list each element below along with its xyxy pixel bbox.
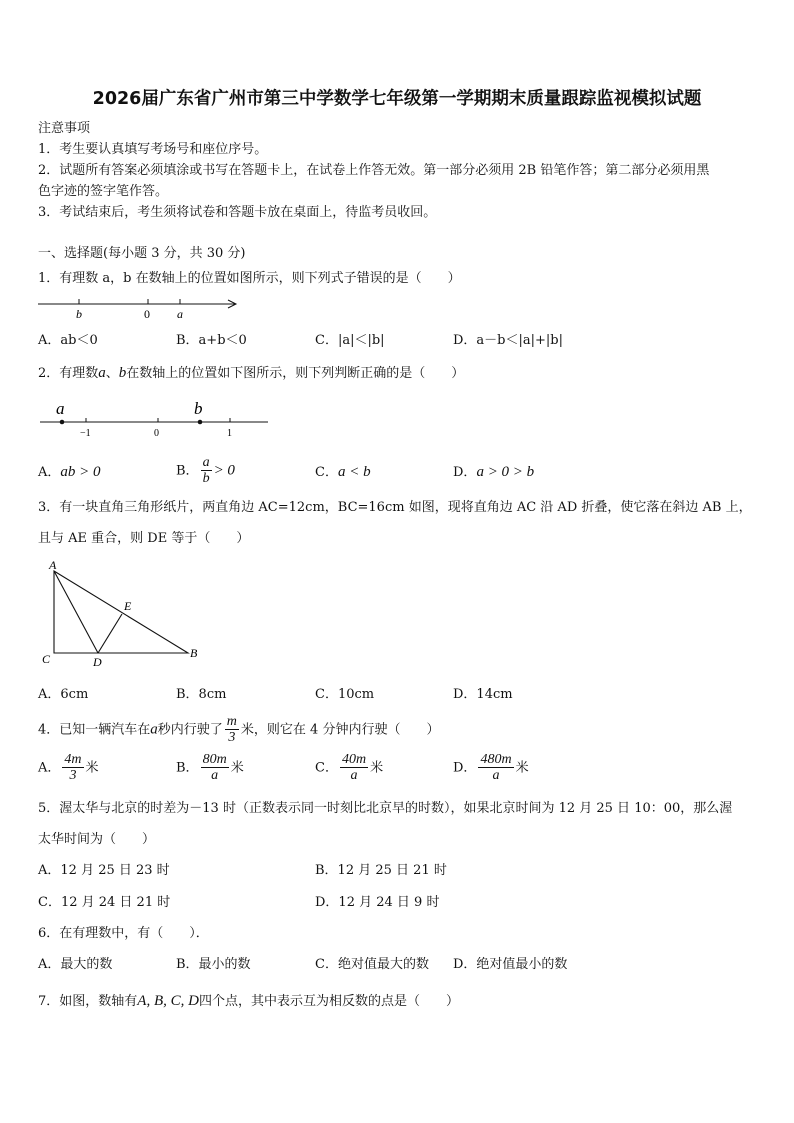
q1-option-c: C．|a|＜|b|	[315, 333, 385, 348]
page-title: 2026届广东省广州市第三中学数学七年级第一学期期末质量跟踪监视模拟试题	[92, 89, 702, 109]
q1-option-a: A．ab＜0	[38, 333, 98, 348]
notice-item: 1．考生要认真填写考场号和座位序号。	[38, 142, 268, 157]
question-2-stem: 2．有理数a、b在数轴上的位置如下图所示，则下列判断正确的是（ ）	[38, 365, 465, 381]
q4-option-d: D． $\frac{480m}{a}$ 米	[453, 752, 529, 784]
q2-option-d: D．a > 0 > b	[453, 464, 535, 480]
question-5-stem: 5．渥太华与北京的时差为－13 时（正数表示同一时刻比北京早的时数），如果北京时间为 12 月 25 日 10：00，那么渥	[38, 801, 733, 816]
q5-option-d: D．12 月 24 日 9 时	[315, 895, 440, 910]
question-3-triangle-figure	[36, 556, 216, 672]
notice-heading: 注意事项	[38, 121, 91, 136]
vertex-label-e: E	[124, 599, 132, 613]
point-label-zero: 0	[144, 307, 150, 321]
point-label-a: a	[56, 399, 65, 418]
section-heading: 一、选择题(每小题 3 分，共 30 分)	[38, 246, 246, 261]
question-7-stem: 7．如图，数轴有A, B, C, D四个点，其中表示互为相反数的点是（ ）	[38, 993, 459, 1009]
vertex-label-c: C	[42, 652, 51, 666]
question-1-stem: 1．有理数 a，b 在数轴上的位置如图所示，则下列式子错误的是（ ）	[38, 271, 461, 286]
question-3-stem-cont: 且与 AE 重合，则 DE 等于（ ）	[38, 531, 250, 546]
q3-option-d: D．14cm	[453, 687, 513, 702]
vertex-label-a: A	[49, 558, 57, 572]
notice-item: 色字迹的签字笔作答。	[38, 184, 169, 199]
q6-option-c: C．绝对值最大的数	[315, 957, 429, 972]
question-2-number-line	[36, 396, 276, 442]
vertex-label-b: B	[190, 646, 198, 660]
q4-option-c: C． $\frac{40m}{a}$ 米	[315, 752, 384, 784]
q4-option-a: A． $\frac{4m}{3}$ 米	[38, 752, 99, 784]
tick-label-minus-one: −1	[80, 428, 91, 439]
q6-option-b: B．最小的数	[176, 957, 251, 972]
tick-label-one: 1	[227, 428, 232, 439]
question-4-stem: 4．已知一辆汽车在a秒内行驶了 $\frac{m}{3}$ 米，则它在 4 分钟内行驶（ ）	[38, 714, 440, 746]
q6-option-d: D．绝对值最小的数	[453, 957, 568, 972]
q3-option-a: A．6cm	[38, 687, 89, 702]
q5-option-b: B．12 月 25 日 21 时	[315, 863, 447, 878]
question-6-stem: 6．在有理数中，有（ ）．	[38, 926, 209, 941]
point-label-b: b	[194, 399, 203, 418]
q1-option-d: D．a－b＜|a|+|b|	[453, 333, 563, 348]
vertex-label-d: D	[93, 655, 102, 669]
q2-option-b: B． $\frac{a}{b}$ > 0	[176, 455, 235, 487]
q6-option-a: A．最大的数	[38, 957, 113, 972]
q3-option-c: C．10cm	[315, 687, 375, 702]
q3-option-b: B．8cm	[176, 687, 227, 702]
q4-option-b: B． $\frac{80m}{a}$ 米	[176, 752, 244, 784]
q1-option-b: B．a+b＜0	[176, 333, 247, 348]
tick-label-zero: 0	[154, 428, 159, 439]
question-3-stem: 3．有一块直角三角形纸片，两直角边 AC=12cm，BC=16cm 如图，现将直角边 AC 沿 AD 折叠，使它落在斜边 AB 上，	[38, 500, 752, 515]
notice-item: 3．考试结束后，考生须将试卷和答题卡放在桌面上，待监考员收回。	[38, 205, 437, 220]
question-1-number-line	[36, 296, 246, 322]
point-label-b: b	[76, 307, 82, 321]
q5-option-c: C．12 月 24 日 21 时	[38, 895, 171, 910]
question-5-stem-cont: 太华时间为（ ）	[38, 832, 156, 847]
q5-option-a: A．12 月 25 日 23 时	[38, 863, 170, 878]
q2-option-a: A．ab > 0	[38, 464, 101, 480]
notice-item: 2．试题所有答案必须填涂或书写在答题卡上，在试卷上作答无效。第一部分必须用 2B 铅笔作答；第二部分必须用黑	[38, 163, 710, 178]
point-label-a: a	[177, 307, 183, 321]
q2-option-c: C．a < b	[315, 464, 371, 480]
